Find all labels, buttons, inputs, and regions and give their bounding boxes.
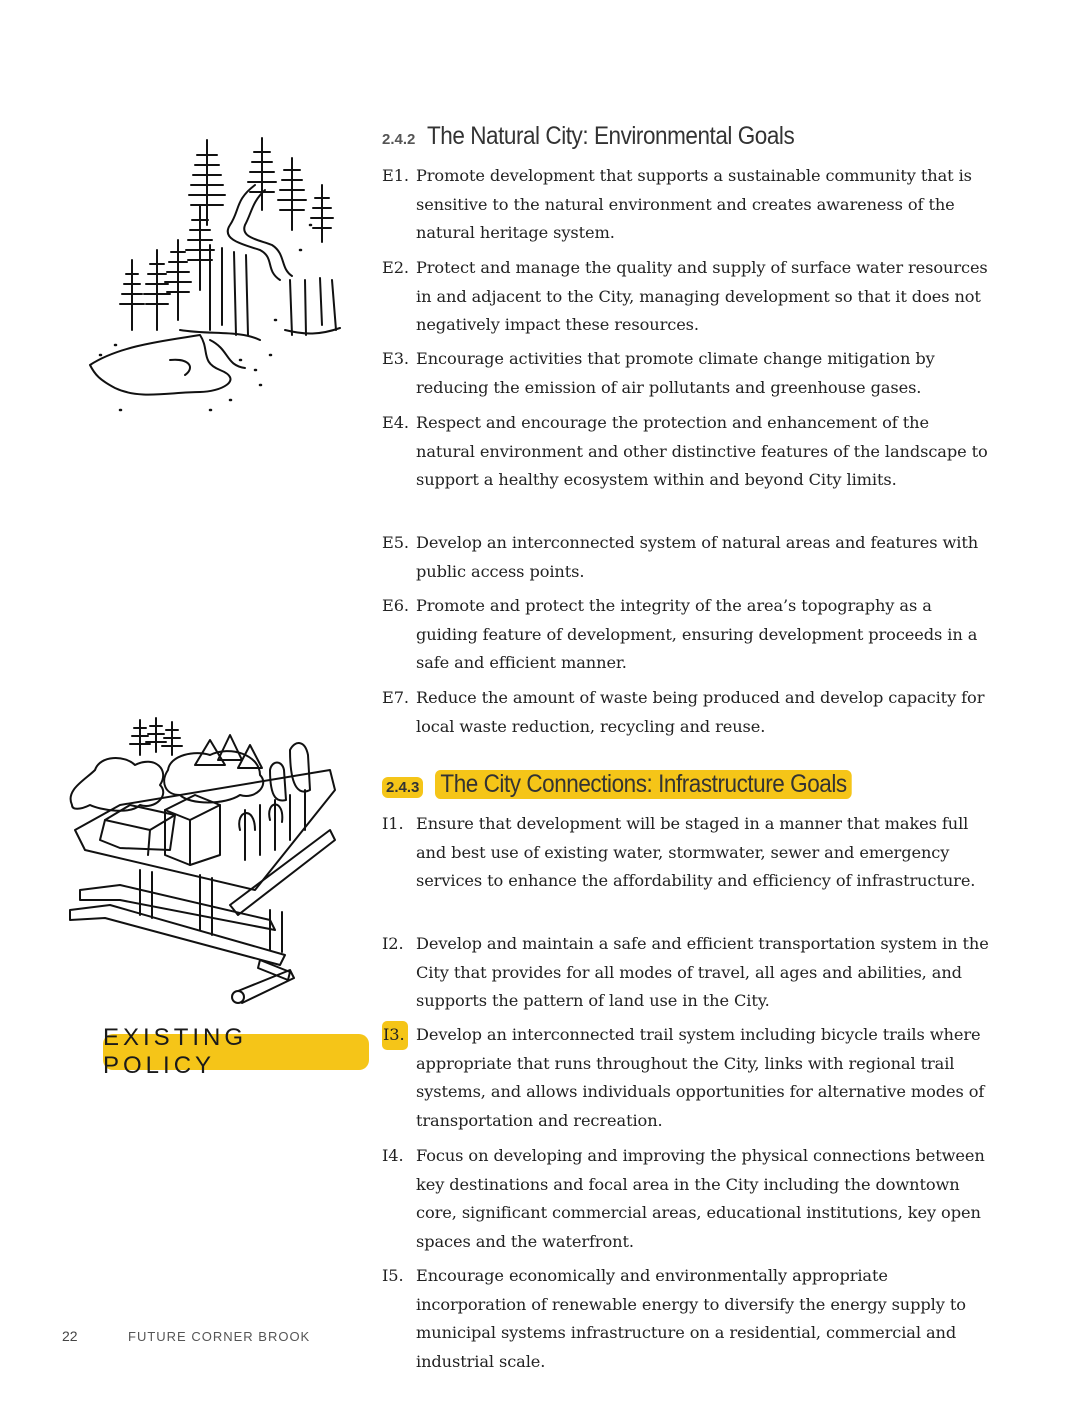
goal-text: Promote and protect the integrity of the area’s topography as a guiding feature of development, ensuring development proceeds in a safe and efficient manner.	[416, 596, 978, 672]
goal-text: Encourage economically and environmentally appropriate incorporation of renewable energy to diversify the energy supply to municipal systems infrastructure on a residential, commercial and industrial scale.	[416, 1266, 966, 1371]
goal-text: Develop an interconnected system of natural areas and features with public access points.	[416, 533, 979, 581]
section-heading-242	[382, 122, 835, 151]
goal-text: Promote development that supports a sustainable community that is sensitive to the natural environment and creates awareness of the natural heritage system.	[416, 166, 972, 242]
goal-item	[382, 1142, 991, 1256]
section-title: The City Connections: Infrastructure Goals	[435, 770, 852, 799]
goal-item	[382, 529, 991, 586]
goal-item	[382, 409, 991, 495]
goal-id: E6.	[382, 596, 409, 615]
goal-id: I2.	[382, 934, 404, 953]
footer-title: FUTURE CORNER BROOK	[128, 1329, 311, 1344]
section-number: 2.4.3	[382, 777, 423, 798]
goal-id: E1.	[382, 166, 409, 185]
goal-text: Protect and manage the quality and supply of surface water resources in and adjacent to the City, managing development so that it does not negatively impact these resources.	[416, 258, 988, 334]
goal-item	[382, 162, 991, 248]
tree-icon	[144, 250, 170, 330]
goal-item	[382, 592, 991, 678]
tree-icon	[248, 138, 276, 210]
goal-text: Develop an interconnected trail system including bicycle trails where appropriate that runs throughout the City, links with regional trail systems, and allows individuals opportunities for alternative modes of transportation and recreation.	[416, 1025, 985, 1130]
goal-id: E3.	[382, 349, 409, 368]
goal-item	[382, 684, 991, 741]
goal-item	[382, 930, 991, 1016]
tree-icon	[189, 140, 225, 225]
tree-icon	[165, 240, 191, 320]
existing-policy-badge	[103, 1024, 369, 1079]
goal-id: I4.	[382, 1146, 404, 1165]
tree-icon	[120, 260, 144, 330]
tree-icon	[311, 185, 333, 242]
section-title: The Natural City: Environmental Goals	[427, 122, 795, 150]
goal-item	[382, 1262, 991, 1376]
goal-id: I5.	[382, 1266, 404, 1285]
forest-river-illustration	[60, 130, 350, 420]
goal-text: Focus on developing and improving the physical connections between key destinations and focal area in the City including the downtown core, significant commercial areas, educational institutions, key open spaces and the waterfront.	[416, 1146, 985, 1251]
goal-item	[382, 1021, 991, 1135]
goal-text: Encourage activities that promote climate change mitigation by reducing the emission of air pollutants and greenhouse gases.	[416, 349, 935, 397]
city-infrastructure-illustration	[60, 710, 350, 1010]
goal-text: Respect and encourage the protection and enhancement of the natural environment and other distinctive features of the landscape to support a healthy ecosystem within and beyond City limits.	[416, 413, 988, 489]
goal-id: E4.	[382, 413, 409, 432]
goal-id: E5.	[382, 533, 409, 552]
goal-item	[382, 810, 991, 896]
existing-policy-label: EXISTING POLICY	[103, 1024, 248, 1079]
goal-id: E7.	[382, 688, 409, 707]
goal-text: Ensure that development will be staged in a manner that makes full and best use of existing water, stormwater, sewer and emergency services to enhance the affordability and efficiency of infrastructure.	[416, 814, 976, 890]
tree-icon	[278, 158, 306, 230]
goal-id: E2.	[382, 258, 409, 277]
goal-text: Reduce the amount of waste being produced and develop capacity for local waste reduction, recycling and reuse.	[416, 688, 985, 736]
goal-text: Develop and maintain a safe and efficient transportation system in the City that provides for all modes of travel, all ages and abilities, and supports the pattern of land use in the City.	[416, 934, 989, 1010]
section-number: 2.4.2	[382, 131, 416, 148]
tree-icon	[130, 718, 182, 755]
goal-item	[382, 345, 991, 402]
section-heading-243	[382, 770, 899, 799]
goal-id: I1.	[382, 814, 404, 833]
goal-id-highlighted: I3.	[382, 1021, 408, 1050]
goal-item	[382, 254, 991, 340]
page-number: 22	[62, 1328, 78, 1344]
